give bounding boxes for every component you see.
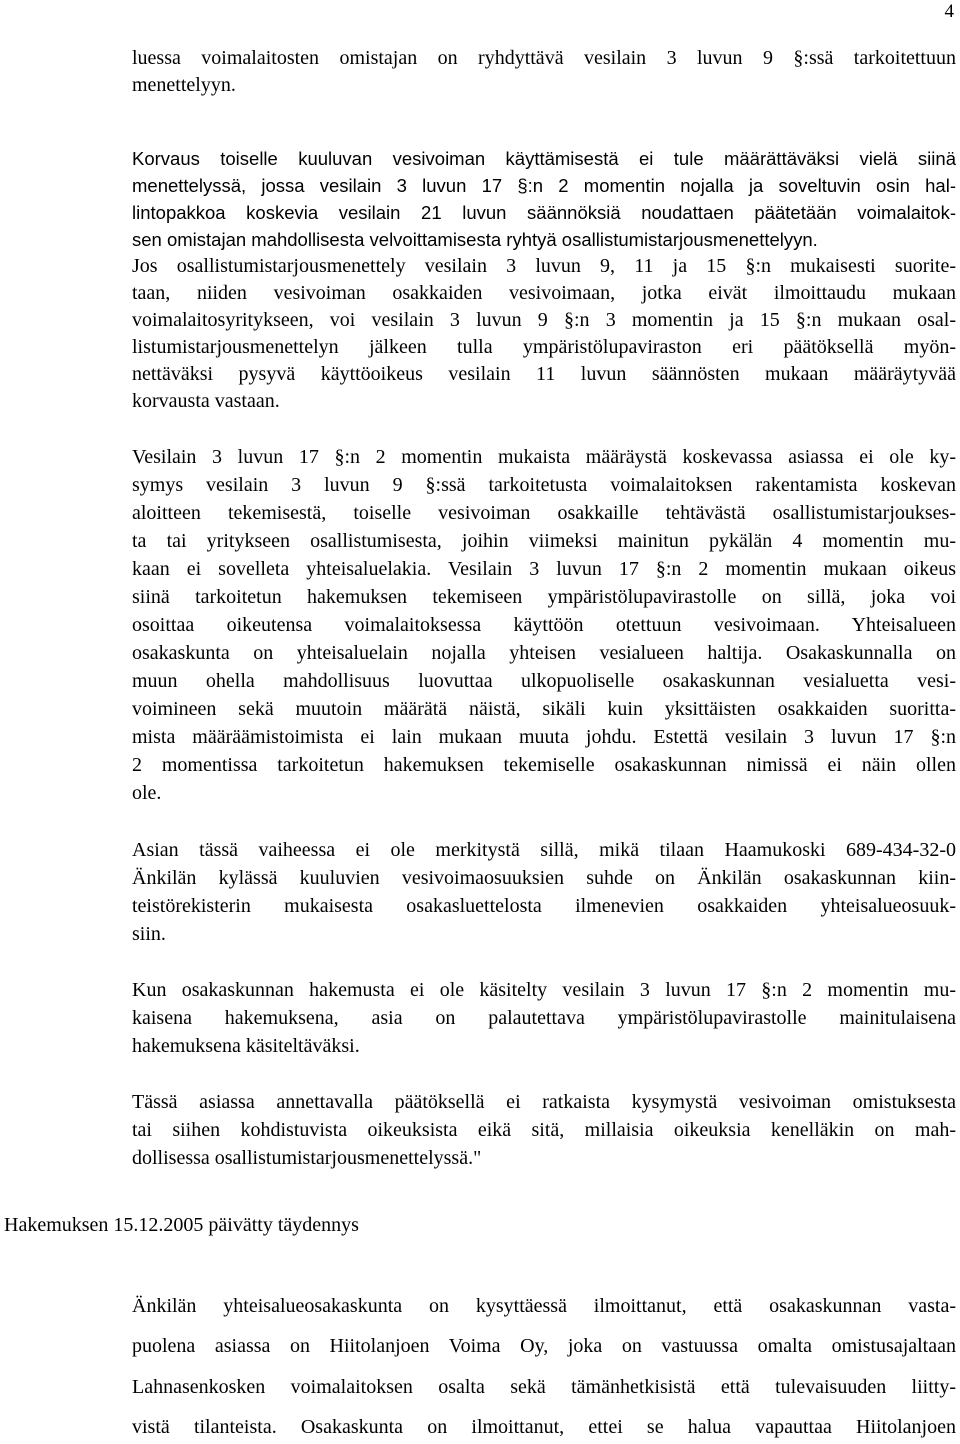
text-line: Änkilän kylässä kuuluvien vesivoimaosuuksien suhde on Änkilän osakaskunnan kiin- xyxy=(132,867,956,889)
text-line: 2 momentissa tarkoitetun hakemuksen tekemiselle osakaskunnan nimissä ei näin ollen xyxy=(132,754,956,776)
text-line: tai siihen kohdistuvista oikeuksista eikä sitä, millaisia oikeuksia kenelläkin on mah- xyxy=(132,1119,956,1141)
text-line: teistörekisterin mukaisesta osakasluettelosta ilmenevien osakkaiden yhteisalueosuuk- xyxy=(132,895,956,917)
text-line: symys vesilain 3 luvun 9 §:ssä tarkoitetusta voimalaitoksen rakentamista koskevan xyxy=(132,474,956,496)
text-line: ta tai yritykseen osallistumisesta, joihin viimeksi mainitun pykälän 4 momentin mu- xyxy=(132,530,956,552)
text-line: menettelyyn. xyxy=(132,74,236,96)
text-line: Asian tässä vaiheessa ei ole merkitystä sillä, mikä tilaan Haamukoski 689-434-32-0 xyxy=(132,839,956,861)
text-line: voimalaitosyritykseen, voi vesilain 3 luvun 9 §:n 3 momentin ja 15 §:n mukaan osal- xyxy=(132,309,956,331)
text-line: Jos osallistumistarjousmenettely vesilain 3 luvun 9, 11 ja 15 §:n mukaisesti suorite- xyxy=(132,255,956,277)
text-line: puolena asiassa on Hiitolanjoen Voima Oy, joka on vastuussa omalta omistusajaltaan xyxy=(132,1335,956,1357)
text-line: nettäväksi pysyvä käyttöoikeus vesilain 11 luvun säännösten mukaan määräytyvää xyxy=(132,363,956,385)
text-line: osoittaa oikeutensa voimalaitoksessa käyttöön otettuun vesivoimaan. Yhteisalueen xyxy=(132,614,956,636)
text-line: Vesilain 3 luvun 17 §:n 2 momentin mukaista määräystä koskevassa asiassa ei ole ky- xyxy=(132,446,956,468)
text-line: hakemuksena käsiteltäväksi. xyxy=(132,1035,360,1057)
text-line: voimineen sekä muutoin määrätä näistä, sikäli kuin yksittäisten osakkaiden suoritta- xyxy=(132,698,956,720)
text-line: listumistarjousmenettelyn jälkeen tulla ympäristölupaviraston eri päätöksellä myön- xyxy=(132,336,956,358)
text-line: lintopakkoa koskevia vesilain 21 luvun säännöksiä noudattaen päätetään voimalaitok- xyxy=(132,202,956,223)
text-line: Kun osakaskunnan hakemusta ei ole käsitelty vesilain 3 luvun 17 §:n 2 momentin mu- xyxy=(132,979,956,1001)
text-line: ole. xyxy=(132,782,162,804)
text-line: vistä tilanteista. Osakaskunta on ilmoittanut, ettei se halua vapauttaa Hiitolanjoen xyxy=(132,1416,956,1438)
text-line: mista määräämistoimista ei lain mukaan muuta johdu. Estettä vesilain 3 luvun 17 §:n xyxy=(132,726,956,748)
text-line: Tässä asiassa annettavalla päätöksellä ei ratkaista kysymystä vesivoiman omistuksesta xyxy=(132,1091,956,1113)
text-line: siin. xyxy=(132,923,166,945)
text-line: dollisessa osallistumistarjousmenettelyssä." xyxy=(132,1147,482,1169)
text-line: taan, niiden vesivoiman osakkaiden vesivoimaan, jotka eivät ilmoittaudu mukaan xyxy=(132,282,956,304)
text-line: siinä tarkoitetun hakemuksen tekemiseen ympäristölupavirastolle on sillä, joka voi xyxy=(132,586,956,608)
text-line: kaan ei sovelleta yhteisaluelakia. Vesilain 3 luvun 17 §:n 2 momentin mukaan oikeus xyxy=(132,558,956,580)
text-line: menettelyssä, jossa vesilain 3 luvun 17 §:n 2 momentin nojalla ja soveltuvin osin hal- xyxy=(132,175,956,196)
section-heading: Hakemuksen 15.12.2005 päivätty täydennys xyxy=(4,1214,359,1236)
text-line: Änkilän yhteisalueosakaskunta on kysyttäessä ilmoittanut, että osakaskunnan vasta- xyxy=(132,1295,956,1317)
text-line: luessa voimalaitosten omistajan on ryhdyttävä vesilain 3 luvun 9 §:ssä tarkoitettuun xyxy=(132,47,956,69)
text-line: korvausta vastaan. xyxy=(132,390,280,412)
text-line: aloitteen tekemisestä, toiselle vesivoiman osakkaille tehtävästä osallistumistarjoukses- xyxy=(132,502,956,524)
text-line: osakaskunta on yhteisaluelain nojalla yhteisen vesialueen haltija. Osakaskunnalla on xyxy=(132,642,956,664)
text-line: kaisena hakemuksena, asia on palautettava ympäristölupavirastolle mainitulaisena xyxy=(132,1007,956,1029)
text-line: Korvaus toiselle kuuluvan vesivoiman käyttämisestä ei tule määrättäväksi vielä siinä xyxy=(132,148,956,169)
text-line: Lahnasenkosken voimalaitoksen osalta sekä tämänhetkisistä että tulevaisuuden liitty- xyxy=(132,1376,956,1398)
text-line: sen omistajan mahdollisesta velvoittamisesta ryhtyä osallistumistarjousmenettelyyn. xyxy=(132,229,818,250)
page-number: 4 xyxy=(944,1,954,22)
text-line: muun ohella mahdollisuus luovuttaa ulkopuoliselle osakaskunnan vesialuetta vesi- xyxy=(132,670,956,692)
